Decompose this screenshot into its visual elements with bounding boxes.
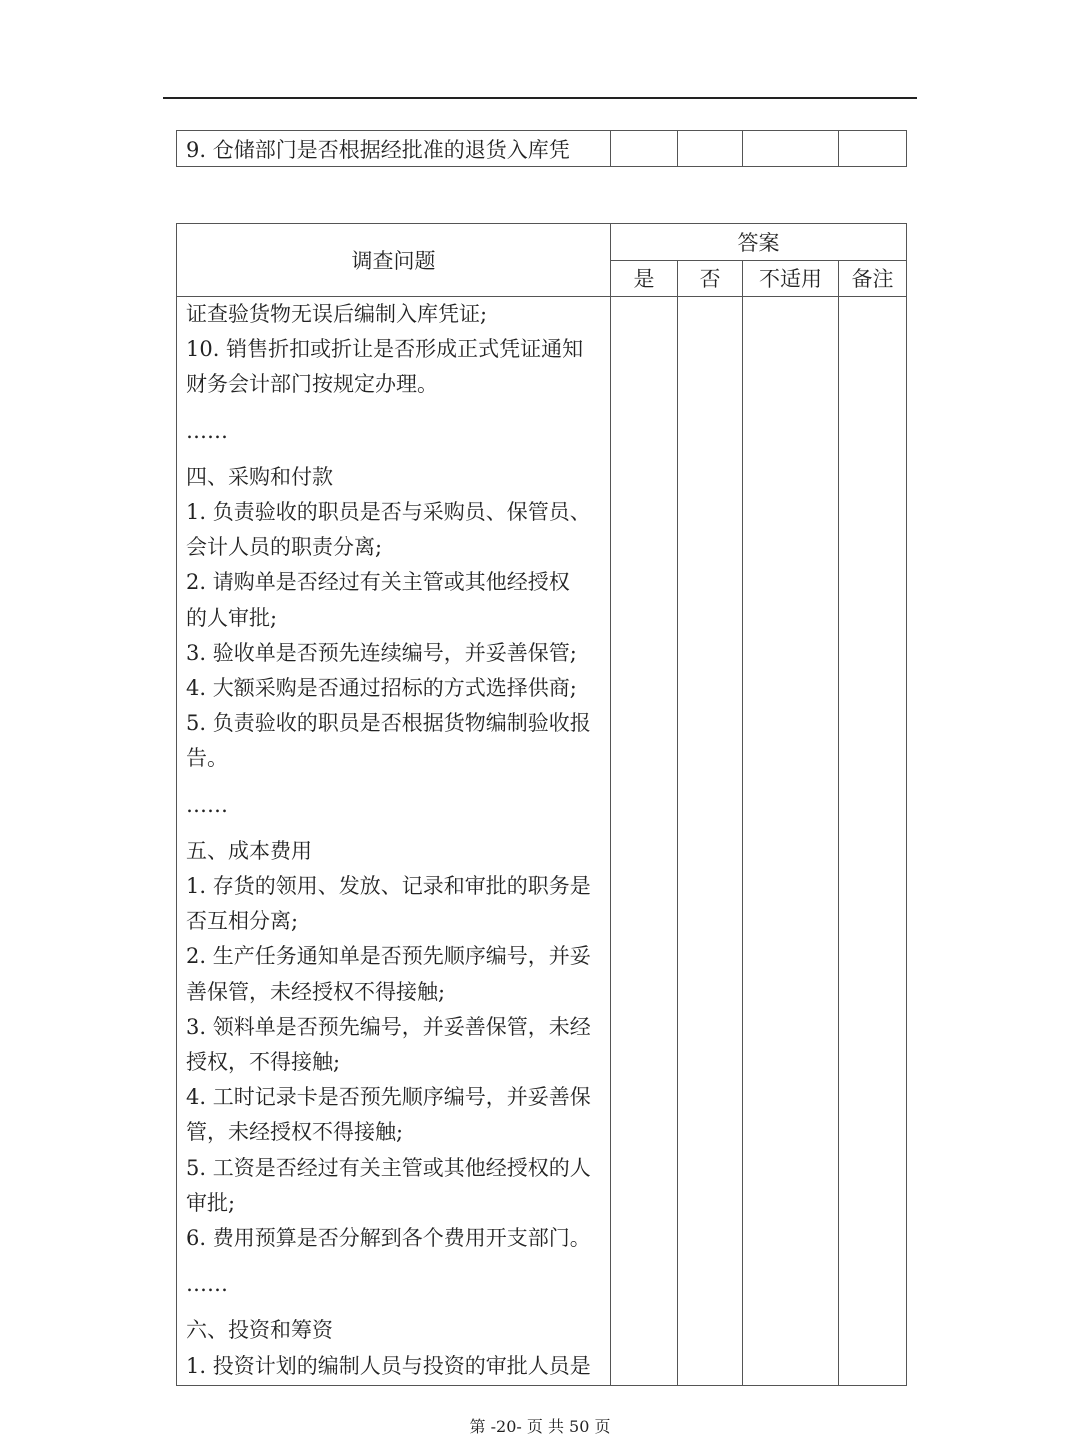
yes-cell[interactable] xyxy=(611,131,678,167)
ellipsis: …… xyxy=(186,418,228,443)
question-line: 3. 验收单是否预先连续编号，并妥善保管; xyxy=(186,640,577,665)
question-line: 审批; xyxy=(186,1190,236,1215)
remark-header: 备注 xyxy=(839,260,907,297)
no-cell[interactable] xyxy=(678,131,743,167)
ellipsis: …… xyxy=(186,792,228,817)
question-line: 会计人员的职责分离; xyxy=(186,535,383,560)
remark-cell[interactable] xyxy=(839,297,907,1386)
question-line: 3. 领料单是否预先编号，并妥善保管，未经 xyxy=(186,1014,591,1039)
question-line: 2. 生产任务通知单是否预先顺序编号，并妥 xyxy=(186,944,591,969)
question-line: 告。 xyxy=(186,746,228,771)
table-row xyxy=(177,131,907,167)
question-line: 财务会计部门按规定办理。 xyxy=(186,372,438,397)
question-cell xyxy=(177,297,611,1386)
question-line: 6. 费用预算是否分解到各个费用开支部门。 xyxy=(186,1226,591,1251)
question-line: 否互相分离; xyxy=(186,909,299,934)
question-line: 1. 存货的领用、发放、记录和审批的职务是 xyxy=(186,874,591,899)
remark-cell[interactable] xyxy=(839,131,907,167)
no-cell[interactable] xyxy=(678,297,743,1386)
answer-header: 答案 xyxy=(611,224,907,261)
ellipsis: …… xyxy=(186,1272,228,1297)
question-line: 证查验货物无误后编制入库凭证; xyxy=(186,302,488,326)
question-line: 授权，不得接触; xyxy=(186,1050,341,1075)
page-footer: 第 -20- 页 共 50 页 xyxy=(469,1417,611,1436)
continued-table xyxy=(176,130,907,167)
yes-header: 是 xyxy=(611,260,678,297)
question-line: 管，未经授权不得接触; xyxy=(186,1120,404,1145)
survey-table xyxy=(176,223,907,1386)
no-header: 否 xyxy=(678,260,743,297)
question-line: 5. 负责验收的职员是否根据货物编制验收报 xyxy=(186,711,591,736)
na-cell[interactable] xyxy=(743,131,839,167)
question-line: 4. 工时记录卡是否预先顺序编号，并妥善保 xyxy=(186,1085,591,1110)
na-cell[interactable] xyxy=(743,297,839,1386)
question-line: 10. 销售折扣或折让是否形成正式凭证通知 xyxy=(186,337,584,362)
question-line: 善保管，未经授权不得接触; xyxy=(186,979,446,1004)
header-rule xyxy=(163,97,917,99)
question-line: 5. 工资是否经过有关主管或其他经授权的人 xyxy=(186,1155,591,1180)
section-heading: 六、投资和筹资 xyxy=(186,1318,333,1343)
question-line: 的人审批; xyxy=(186,605,278,630)
section-heading: 四、采购和付款 xyxy=(186,464,333,489)
question-cell: 9. 仓储部门是否根据经批准的退货入库凭 xyxy=(177,131,611,167)
question-header: 调查问题 xyxy=(177,224,611,297)
yes-cell[interactable] xyxy=(611,297,678,1386)
question-line: 1. 投资计划的编制人员与投资的审批人员是 xyxy=(186,1353,591,1378)
na-header: 不适用 xyxy=(743,260,839,297)
table-row xyxy=(177,297,907,1386)
question-line: 2. 请购单是否经过有关主管或其他经授权 xyxy=(186,570,570,595)
section-heading: 五、成本费用 xyxy=(186,838,312,863)
question-line: 1. 负责验收的职员是否与采购员、保管员、 xyxy=(186,500,591,525)
question-line: 4. 大额采购是否通过招标的方式选择供商; xyxy=(186,676,577,701)
